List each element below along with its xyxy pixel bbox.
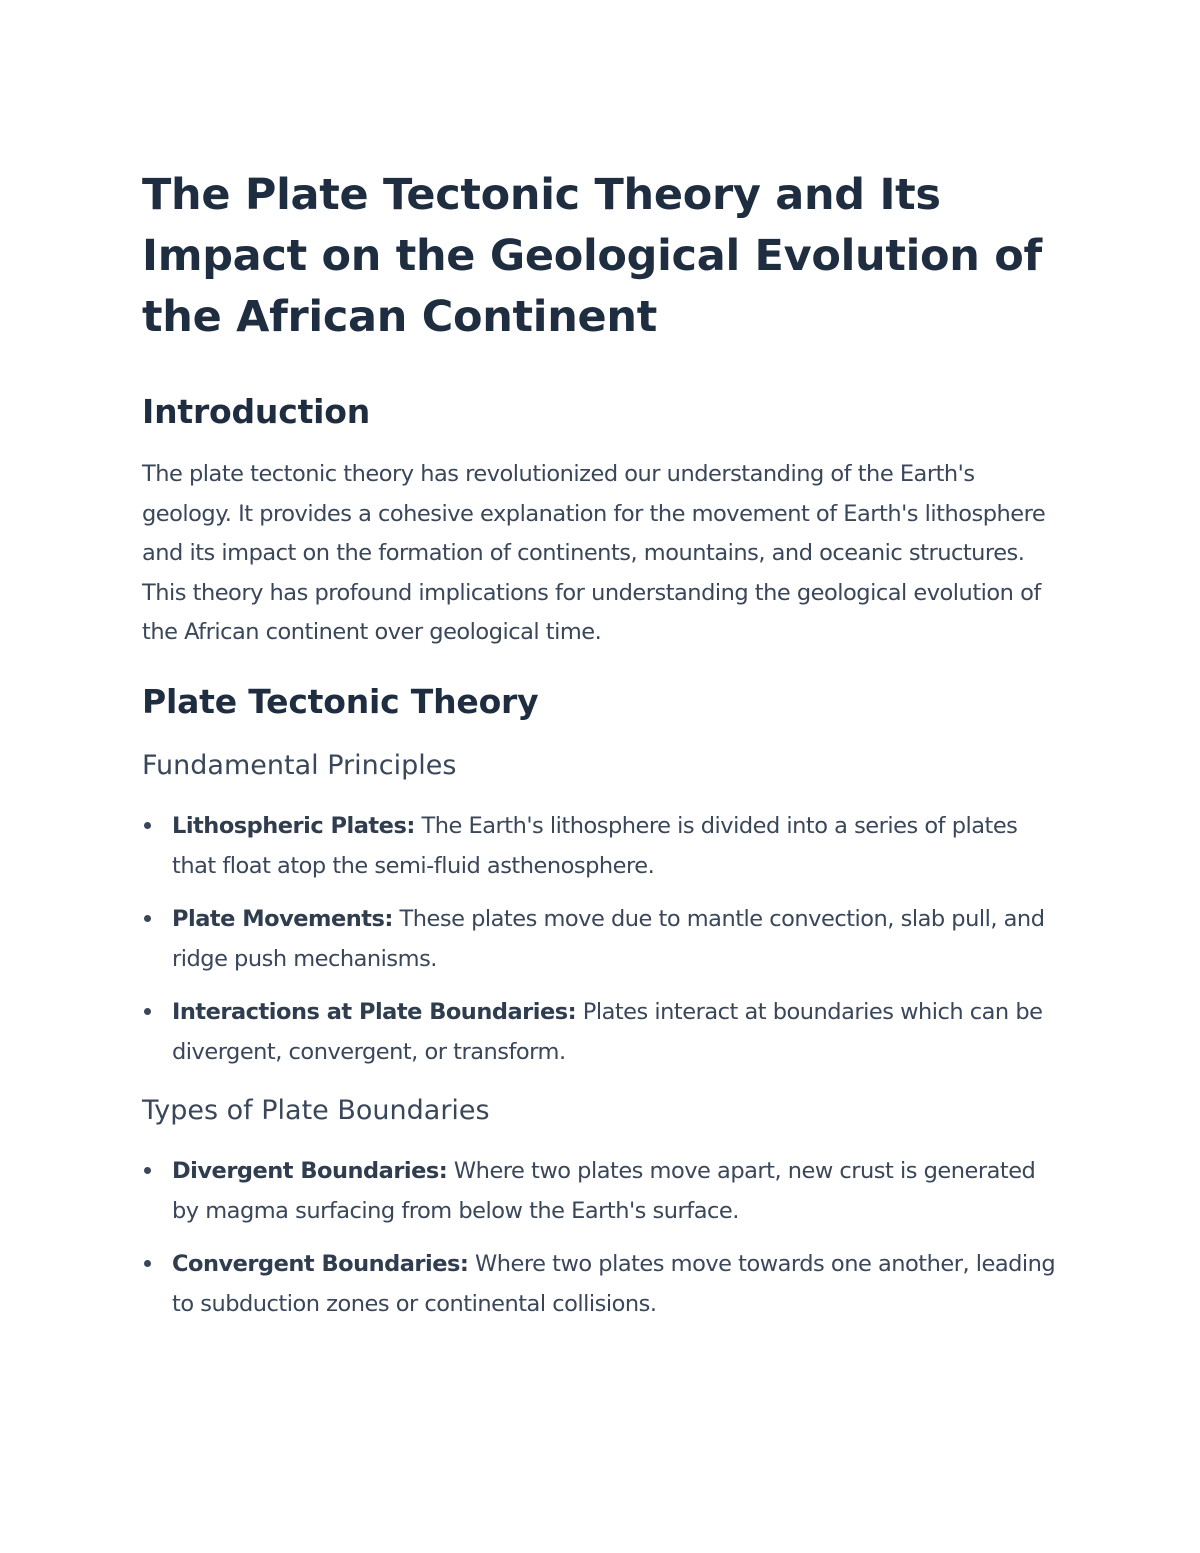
list-item-text: The Earth's lithosphere is divided into a series of plates that float atop the semi-fluid asthenosphere. (172, 812, 1018, 879)
introduction-paragraph: The plate tectonic theory has revolutionized our understanding of the Earth's geology. It provides a cohesive explanation for the movement of Earth's lithosphere and its impact on the formation of continents, mountains, and oceanic structures. This theory has profound implications for understanding the geological evolution of the African continent over geological time. (142, 461, 1046, 646)
list-item (142, 1244, 1057, 1324)
list-item-term: Lithospheric Plates: (172, 812, 415, 839)
list-item (142, 806, 1057, 886)
principles-list (142, 806, 1057, 1072)
section-heading-plate-tectonic-theory: Plate Tectonic Theory (142, 681, 539, 721)
list-item (142, 899, 1057, 979)
list-item (142, 1151, 1057, 1231)
bullet-icon (144, 915, 151, 922)
section-heading-introduction: Introduction (142, 392, 371, 431)
bullet-icon (144, 822, 151, 829)
bullet-icon (144, 1260, 151, 1267)
boundaries-list (142, 1151, 1057, 1324)
subsection-heading-types-of-plate-boundaries: Types of Plate Boundaries (142, 1094, 490, 1126)
list-item-term: Convergent Boundaries: (172, 1250, 469, 1277)
document-page (142, 165, 1057, 1324)
list-item-text: Where two plates move towards one another, leading to subduction zones or continental collisions. (172, 1250, 1056, 1317)
subsection-heading-fundamental-principles: Fundamental Principles (142, 749, 457, 781)
list-item-text: These plates move due to mantle convection, slab pull, and ridge push mechanisms. (172, 905, 1045, 972)
list-item-text: Plates interact at boundaries which can be divergent, convergent, or transform. (172, 998, 1043, 1065)
list-item (142, 992, 1057, 1072)
list-item-text: Where two plates move apart, new crust is generated by magma surfacing from below the Earth's surface. (172, 1157, 1036, 1224)
bullet-icon (144, 1008, 151, 1015)
bullet-icon (144, 1167, 151, 1174)
list-item-term: Interactions at Plate Boundaries: (172, 998, 577, 1025)
list-item-term: Divergent Boundaries: (172, 1157, 448, 1184)
list-item-term: Plate Movements: (172, 905, 393, 932)
document-title: The Plate Tectonic Theory and Its Impact on the Geological Evolution of the African Continent (142, 170, 1042, 342)
